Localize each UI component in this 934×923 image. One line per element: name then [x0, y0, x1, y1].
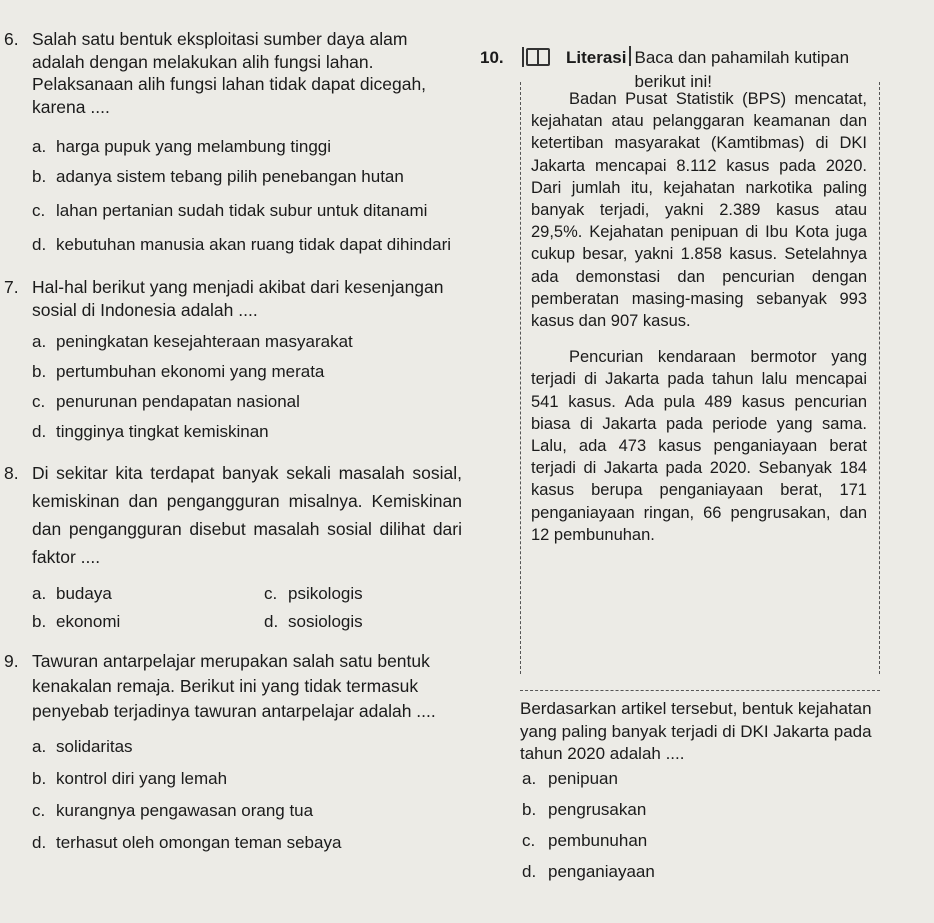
option-text: pertumbuhan ekonomi yang merata: [56, 362, 325, 381]
question-number: 10.: [480, 48, 504, 67]
option-text: harga pupuk yang melambung tinggi: [56, 137, 332, 156]
question-6: [0, 28, 430, 118]
option-text: ekonomi: [56, 612, 121, 631]
question-7: [0, 276, 460, 321]
option-8c[interactable]: [260, 583, 470, 605]
option-10c[interactable]: [520, 830, 900, 852]
option-6d[interactable]: [0, 234, 455, 256]
option-10b[interactable]: [520, 799, 900, 821]
option-text: penipuan: [548, 769, 618, 788]
instruction-text: Baca dan pahamilah kutipan berikut ini!: [634, 48, 850, 91]
option-letter: d.: [32, 422, 47, 441]
option-letter: a.: [32, 332, 47, 351]
option-9c[interactable]: [0, 800, 470, 822]
question-stem: Hal-hal berikut yang menjadi akibat dari kesenjangan sosial di Indonesia adalah ....: [32, 277, 444, 320]
option-7a[interactable]: [0, 331, 470, 353]
option-text: tingginya tingkat kemiskinan: [56, 422, 269, 441]
question-10-options: [520, 768, 900, 892]
question-stem: Tawuran antarpelajar merupakan salah satu bentuk kenakalan remaja. Berikut ini yang tidak termasuk penyebab terjadinya tawuran antarpelajar adalah ....: [32, 651, 436, 721]
option-letter: b.: [32, 362, 47, 381]
divider: [629, 46, 631, 66]
option-letter: b.: [32, 612, 47, 631]
option-letter: b.: [32, 769, 47, 788]
option-letter: c.: [522, 831, 536, 850]
option-6b[interactable]: [0, 166, 455, 188]
literasi-badge: [522, 47, 552, 67]
question-number: 9.: [4, 651, 19, 671]
book-icon: [526, 48, 550, 66]
option-letter: b.: [32, 167, 47, 186]
question-number: 8.: [4, 463, 19, 483]
option-10a[interactable]: [520, 768, 900, 790]
option-text: kontrol diri yang lemah: [56, 769, 228, 788]
left-column: [0, 28, 470, 854]
option-9d[interactable]: [0, 832, 470, 854]
option-8a[interactable]: [0, 583, 210, 605]
option-8b[interactable]: [0, 611, 210, 633]
question-8: [0, 459, 462, 571]
option-letter: a.: [32, 584, 47, 603]
question-9: [0, 649, 458, 724]
option-6c[interactable]: [0, 200, 455, 222]
article-paragraph-1: Badan Pusat Statistik (BPS) mencatat, kejahatan atau pelanggaran keamanan dan ketertiban masyarakat (Kamtibmas) di DKI Jakarta mencapai 8.112 kasus pada 2020. Dari jumlah itu, kejahatan narkotika paling banyak terjadi, yakni 2.389 kasus atau 29,5%. Kejahatan penipuan di Ibu Kota juga cukup besar, yakni 1.858 kasus. Setelahnya ada demonstasi dan pencurian dengan pemberatan masing-masing sebanyak 993 kasus dan 907 kasus.: [531, 90, 867, 331]
option-text: kurangnya pengawasan orang tua: [56, 801, 314, 820]
option-text: kebutuhan manusia akan ruang tidak dapat dihindari: [56, 235, 452, 254]
option-text: lahan pertanian sudah tidak subur untuk ditanami: [56, 201, 428, 220]
option-9a[interactable]: [0, 736, 470, 758]
option-text: pengrusakan: [548, 800, 647, 819]
option-6a[interactable]: [0, 136, 470, 158]
option-letter: d.: [32, 833, 47, 852]
option-text: budaya: [56, 584, 112, 603]
option-letter: a.: [32, 737, 47, 756]
option-letter: c.: [32, 392, 46, 411]
option-text: penganiayaan: [548, 862, 655, 881]
option-text: terhasut oleh omongan teman sebaya: [56, 833, 342, 852]
options-8-row-2: [0, 611, 470, 633]
article-excerpt: [520, 82, 880, 674]
article-bottom-border: [520, 674, 880, 691]
option-7b[interactable]: [0, 361, 470, 383]
article-paragraph-2: Pencurian kendaraan bermotor yang terjadi di Jakarta pada tahun lalu mencapai 541 kasus. Ada pula 489 kasus pencurian biasa di Jakarta pada periode yang sama. Lalu, ada 473 kasus penganiayaan berat terjadi di Jakarta pada 2020. Sebanyak 184 kasus berupa penganiayaan berat, 171 penganiayaan ringan, 66 pengrusakan, dan 12 pembunuhan.: [531, 348, 867, 544]
option-text: sosiologis: [288, 612, 363, 631]
option-text: peningkatan kesejahteraan masyarakat: [56, 332, 353, 351]
option-7d[interactable]: [0, 421, 470, 443]
option-text: penurunan pendapatan nasional: [56, 392, 300, 411]
option-letter: d.: [264, 612, 279, 631]
question-stem: Di sekitar kita terdapat banyak sekali masalah sosial, kemiskinan dan pengangguran misalnya. Kemiskinan dan pengangguran disebut masalah sosial dilihat dari faktor ....: [32, 463, 462, 567]
option-text: pembunuhan: [548, 831, 648, 850]
options-8-row-1: [0, 583, 470, 605]
option-text: solidaritas: [56, 737, 133, 756]
option-8d[interactable]: [260, 611, 470, 633]
question-number: 6.: [4, 29, 19, 49]
option-letter: c.: [264, 584, 278, 603]
option-7c[interactable]: [0, 391, 470, 413]
option-letter: c.: [32, 801, 46, 820]
question-number: 7.: [4, 277, 19, 297]
option-text: psikologis: [288, 584, 363, 603]
option-letter: c.: [32, 201, 46, 220]
option-letter: d.: [32, 235, 47, 254]
option-letter: b.: [522, 800, 537, 819]
divider: [522, 47, 524, 67]
option-10d[interactable]: [520, 861, 900, 883]
question-10-stem: Berdasarkan artikel tersebut, bentuk kejahatan yang paling banyak terjadi di DKI Jakarta pada tahun 2020 adalah ....: [520, 699, 872, 763]
option-text: adanya sistem tebang pilih penebangan hutan: [56, 167, 404, 186]
option-letter: a.: [32, 137, 47, 156]
option-9b[interactable]: [0, 768, 470, 790]
literasi-label: Literasi: [566, 48, 627, 67]
option-letter: d.: [522, 862, 537, 881]
question-stem: Salah satu bentuk eksploitasi sumber daya alam adalah dengan melakukan alih fungsi lahan. Pelaksanaan alih fungsi lahan tidak dapat dicegah, karena ....: [32, 29, 427, 117]
option-letter: a.: [522, 769, 537, 788]
